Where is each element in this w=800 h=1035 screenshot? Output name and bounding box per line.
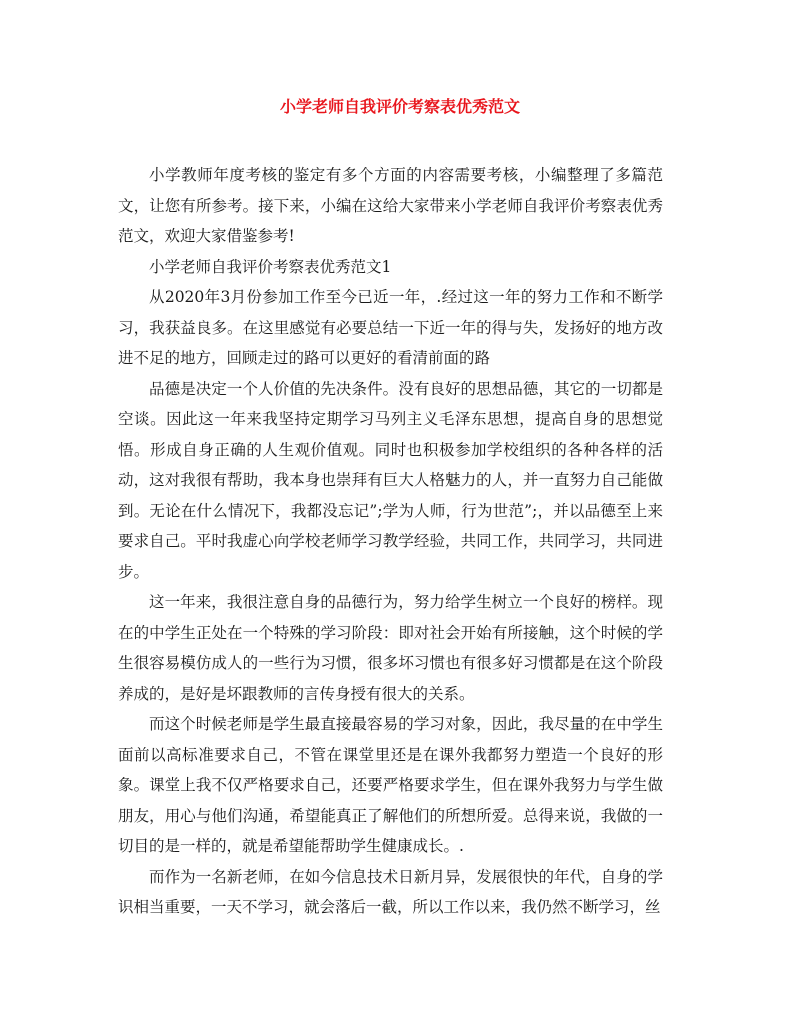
document-body [118, 160, 663, 923]
body-paragraph: 这一年来，我很注意自身的品德行为，努力给学生树立一个良好的榜样。现在的中学生正处在一个特殊的学习阶段：即对社会开始有所接触，这个时候的学生很容易模仿成人的一些行为习惯，很多坏习惯也有很多好习惯都是在这个阶段养成的，是好是坏跟教师的言传身授有很大的关系。 [118, 593, 663, 703]
body-paragraph: 从2020年3月份参加工作至今已近一年，.经过这一年的努力工作和不断学习，我获益良多。在这里感觉有必要总结一下近一年的得与失，发扬好的地方改进不足的地方，回顾走过的路可以更好的看清前面的路 [118, 288, 663, 367]
intro-paragraph: 小学教师年度考核的鉴定有多个方面的内容需要考核，小编整理了多篇范文，让您有所参考。接下来，小编在这给大家带来小学老师自我评价考察表优秀范文，欢迎大家借鉴参考! [118, 166, 663, 245]
body-paragraph: 品德是决定一个人价值的先决条件。没有良好的思想品德，其它的一切都是空谈。因此这一年来我坚持定期学习马列主义毛泽东思想，提高自身的思想觉悟。形成自身正确的人生观价值观。同时也积极参加学校组织的各种各样的活动，这对我很有帮助，我本身也崇拜有巨大人格魅力的人，并一直努力自己能做到。无论在什么情况下，我都没忘记”;学为人师，行为世范”;，并以品德至上来要求自己。平时我虚心向学校老师学习教学经验，共同工作，共同学习，共同进步。 [118, 379, 663, 581]
document-title: 小学老师自我评价考察表优秀范文 [279, 97, 520, 116]
section-heading: 小学老师自我评价考察表优秀范文1 [149, 257, 392, 276]
body-paragraph: 而这个时候老师是学生最直接最容易的学习对象，因此，我尽量的在中学生面前以高标准要求自己，不管在课堂里还是在课外我都努力塑造一个良好的形象。课堂上我不仅严格要求自己，还要严格要求学生，但在课外我努力与学生做朋友，用心与他们沟通，希望能真正了解他们的所想所爱。总得来说，我做的一切目的是一样的，就是希望能帮助学生健康成长。. [118, 715, 663, 855]
body-paragraph: 而作为一名新老师，在如今信息技术日新月异，发展很快的年代，自身的学识相当重要，一天不学习，就会落后一截，所以工作以来，我仍然不断学习，丝 [118, 867, 663, 916]
